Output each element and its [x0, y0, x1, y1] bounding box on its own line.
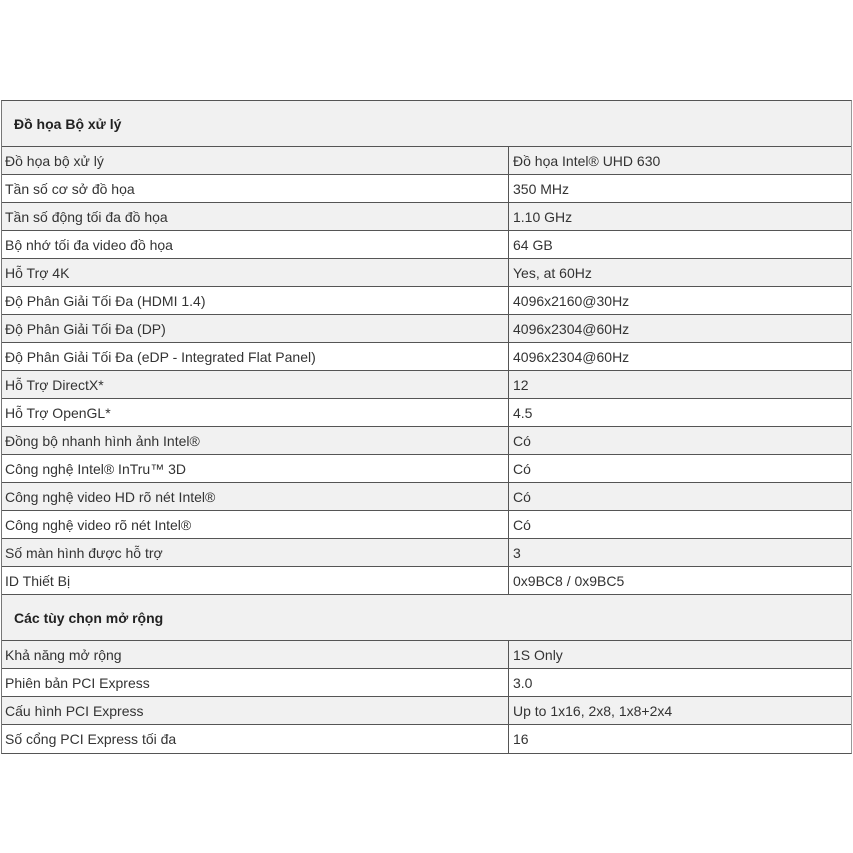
row-value: 3 — [513, 544, 521, 561]
table-row — [2, 147, 851, 175]
table-row — [2, 175, 851, 203]
table-row — [2, 287, 851, 315]
table-row — [2, 697, 851, 725]
section-header-graphics: Đồ họa Bộ xử lý — [2, 101, 851, 147]
row-value: Có — [513, 516, 531, 533]
row-label: Số cổng PCI Express tối đa — [2, 725, 509, 753]
row-label: ID Thiết Bị — [2, 567, 509, 594]
row-label: Công nghệ Intel® InTru™ 3D — [2, 455, 509, 482]
section-header-expansion: Các tùy chọn mở rộng — [2, 595, 851, 641]
row-label: Số màn hình được hỗ trợ — [2, 539, 509, 566]
row-label: Tần số cơ sở đồ họa — [2, 175, 509, 202]
row-label: Độ Phân Giải Tối Đa (DP) — [2, 315, 509, 342]
row-label: Độ Phân Giải Tối Đa (eDP - Integrated Flat Panel) — [2, 343, 509, 370]
row-label: Phiên bản PCI Express — [2, 669, 509, 696]
table-row — [2, 343, 851, 371]
row-value: 16 — [513, 731, 529, 747]
table-row — [2, 725, 851, 753]
table-row — [2, 567, 851, 595]
row-label: Công nghệ video rõ nét Intel® — [2, 511, 509, 538]
table-row — [2, 483, 851, 511]
table-row — [2, 315, 851, 343]
row-label: Tần số động tối đa đồ họa — [2, 203, 509, 230]
row-value: 0x9BC8 / 0x9BC5 — [513, 572, 625, 589]
table-row — [2, 203, 851, 231]
row-value: Up to 1x16, 2x8, 1x8+2x4 — [513, 702, 673, 719]
row-value: 3.0 — [513, 674, 533, 691]
row-value: 4096x2304@60Hz — [513, 348, 630, 365]
row-value: 12 — [513, 376, 529, 393]
table-row — [2, 399, 851, 427]
row-value: Yes, at 60Hz — [513, 264, 592, 281]
row-value: 350 MHz — [513, 180, 570, 197]
table-row — [2, 427, 851, 455]
row-label: Khả năng mở rộng — [2, 641, 509, 668]
row-value: Có — [513, 488, 531, 505]
row-value: Đồ họa Intel® UHD 630 — [513, 152, 661, 169]
row-label: Hỗ Trợ OpenGL* — [2, 399, 509, 426]
table-row — [2, 539, 851, 567]
row-value: 1S Only — [513, 646, 563, 663]
row-label: Đồ họa bộ xử lý — [2, 147, 509, 174]
table-row — [2, 511, 851, 539]
table-row — [2, 455, 851, 483]
table-row — [2, 231, 851, 259]
row-label: Hỗ Trợ 4K — [2, 259, 509, 286]
row-label: Hỗ Trợ DirectX* — [2, 371, 509, 398]
table-row — [2, 641, 851, 669]
row-value: 4.5 — [513, 404, 533, 421]
table-row — [2, 669, 851, 697]
row-value: 64 GB — [513, 236, 553, 253]
table-row — [2, 371, 851, 399]
row-label: Đồng bộ nhanh hình ảnh Intel® — [2, 427, 509, 454]
row-value: 1.10 GHz — [513, 208, 573, 225]
row-label: Bộ nhớ tối đa video đồ họa — [2, 231, 509, 258]
row-value: Có — [513, 432, 531, 449]
row-value: 4096x2160@30Hz — [513, 292, 630, 309]
row-value: Có — [513, 460, 531, 477]
row-value: 4096x2304@60Hz — [513, 320, 630, 337]
row-label: Công nghệ video HD rõ nét Intel® — [2, 483, 509, 510]
row-label: Cấu hình PCI Express — [2, 697, 509, 724]
table-row — [2, 259, 851, 287]
row-label: Độ Phân Giải Tối Đa (HDMI 1.4) — [2, 287, 509, 314]
spec-table — [1, 100, 852, 754]
